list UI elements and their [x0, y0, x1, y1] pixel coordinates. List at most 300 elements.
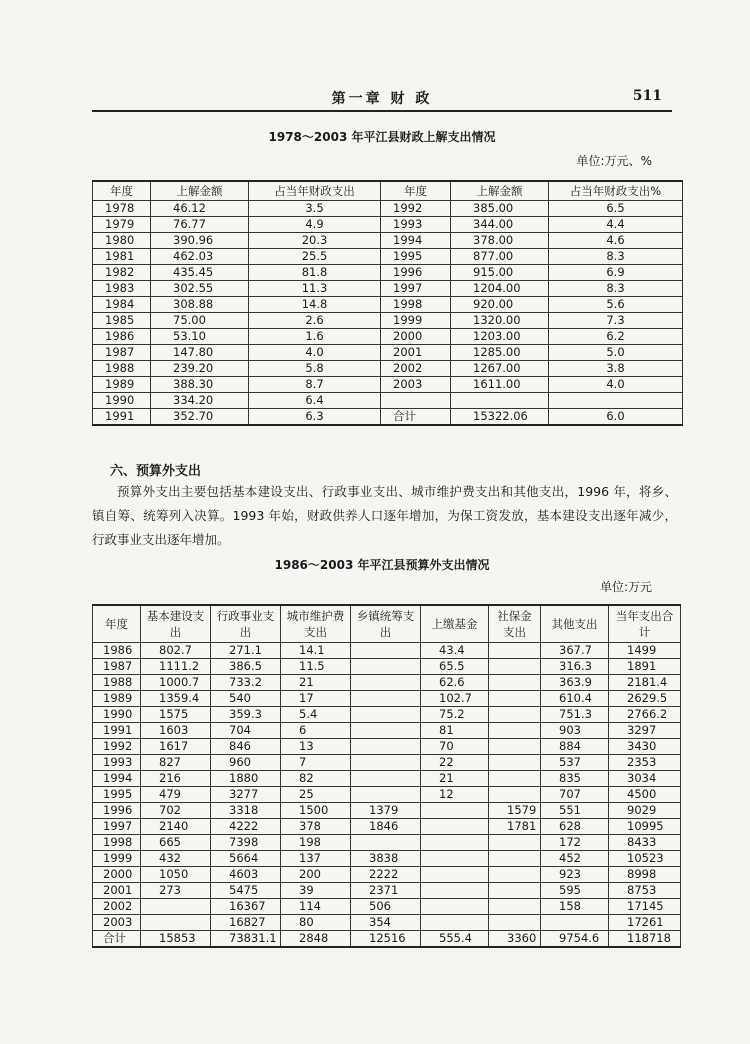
table-cell: 1984: [93, 297, 151, 313]
table-cell: 25: [281, 787, 351, 803]
table-cell: 390.96: [151, 233, 249, 249]
table-cell: 1983: [93, 281, 151, 297]
table-cell: 13: [281, 739, 351, 755]
table-cell: [421, 915, 489, 931]
table-row: [93, 739, 681, 755]
table-cell: 2766.2: [609, 707, 681, 723]
column-header: 占当年财政支出%: [549, 181, 683, 201]
table-cell: [351, 787, 421, 803]
table-cell: [489, 787, 541, 803]
table-cell: 2003: [381, 377, 451, 393]
table-cell: 1575: [141, 707, 211, 723]
table-row: [93, 313, 683, 329]
table-cell: 75.00: [151, 313, 249, 329]
section-heading: 六、预算外支出: [110, 464, 202, 479]
table-cell: 81.8: [249, 265, 381, 281]
table-cell: 733.2: [211, 675, 281, 691]
table-row: [93, 867, 681, 883]
table-row: [93, 675, 681, 691]
table-cell: 8.3: [549, 281, 683, 297]
table-cell: 6.3: [249, 409, 381, 426]
table-cell: [351, 659, 421, 675]
table-cell: 367.7: [541, 643, 609, 659]
table-cell: 923: [541, 867, 609, 883]
table-cell: 239.20: [151, 361, 249, 377]
table-cell: [541, 915, 609, 931]
table-cell: 704: [211, 723, 281, 739]
table-cell: 1980: [93, 233, 151, 249]
table-cell: 1979: [93, 217, 151, 233]
table-cell: 707: [541, 787, 609, 803]
table-cell: 9754.6: [541, 931, 609, 948]
table-cell: 1996: [381, 265, 451, 281]
table-row: [93, 233, 683, 249]
table-cell: 1992: [93, 739, 141, 755]
table-cell: 1997: [93, 819, 141, 835]
table-cell: 16367: [211, 899, 281, 915]
column-header: 行政事业支出: [211, 605, 281, 643]
table-row: [93, 883, 681, 899]
column-header: 基本建设支出: [141, 605, 211, 643]
table-cell: 46.12: [151, 201, 249, 217]
table-cell: 2000: [93, 867, 141, 883]
table-cell: 158: [541, 899, 609, 915]
table-cell: [421, 851, 489, 867]
table-cell: 6: [281, 723, 351, 739]
table-cell: 378: [281, 819, 351, 835]
table-cell: 1111.2: [141, 659, 211, 675]
table-cell: 540: [211, 691, 281, 707]
table-cell: 1320.00: [451, 313, 549, 329]
table-cell: 5.4: [281, 707, 351, 723]
table-cell: 4.0: [249, 345, 381, 361]
table-cell: [421, 819, 489, 835]
table-cell: 1.6: [249, 329, 381, 345]
table-cell: 308.88: [151, 297, 249, 313]
table-cell: [489, 851, 541, 867]
table-cell: 3430: [609, 739, 681, 755]
column-header: 年度: [93, 181, 151, 201]
table-row: [93, 329, 683, 345]
table-row: [93, 281, 683, 297]
table-cell: 17145: [609, 899, 681, 915]
table-cell: 271.1: [211, 643, 281, 659]
table-cell: [351, 675, 421, 691]
table-cell: 14.8: [249, 297, 381, 313]
table-cell: 4500: [609, 787, 681, 803]
table-cell: 1993: [381, 217, 451, 233]
table-cell: 506: [351, 899, 421, 915]
table-cell: 3.8: [549, 361, 683, 377]
table-cell: 6.2: [549, 329, 683, 345]
table-cell: 1987: [93, 659, 141, 675]
table-row: [93, 643, 681, 659]
table-cell: [381, 393, 451, 409]
table-cell: 354: [351, 915, 421, 931]
table-cell: 915.00: [451, 265, 549, 281]
table-cell: 835: [541, 771, 609, 787]
table-cell: 344.00: [451, 217, 549, 233]
table-cell: 1359.4: [141, 691, 211, 707]
table-cell: 2629.5: [609, 691, 681, 707]
table-cell: 3297: [609, 723, 681, 739]
table-cell: 15853: [141, 931, 211, 948]
table-cell: [421, 835, 489, 851]
table-cell: 9029: [609, 803, 681, 819]
table-row: [93, 361, 683, 377]
table-cell: 200: [281, 867, 351, 883]
table-cell: 1994: [93, 771, 141, 787]
table-row: [93, 931, 681, 948]
table-cell: 1285.00: [451, 345, 549, 361]
table-cell: [351, 691, 421, 707]
table-cell: [351, 643, 421, 659]
table-row: [93, 249, 683, 265]
table-cell: [421, 899, 489, 915]
table-cell: 3034: [609, 771, 681, 787]
table-cell: 1995: [93, 787, 141, 803]
table-cell: [351, 771, 421, 787]
table-cell: 1986: [93, 329, 151, 345]
table-cell: 628: [541, 819, 609, 835]
table-cell: [451, 393, 549, 409]
table-cell: 1998: [93, 835, 141, 851]
table-cell: 1579: [489, 803, 541, 819]
table-row: [93, 201, 683, 217]
table-cell: 2140: [141, 819, 211, 835]
table-cell: 172: [541, 835, 609, 851]
table-row: [93, 899, 681, 915]
table-row: [93, 659, 681, 675]
table-cell: [489, 723, 541, 739]
table-cell: 2003: [93, 915, 141, 931]
table-cell: [489, 643, 541, 659]
table-cell: 11.5: [281, 659, 351, 675]
table-cell: 合计: [93, 931, 141, 948]
table-cell: 1203.00: [451, 329, 549, 345]
table-cell: 551: [541, 803, 609, 819]
table-cell: 10995: [609, 819, 681, 835]
column-header: 年度: [381, 181, 451, 201]
table-cell: [489, 675, 541, 691]
table-cell: 2848: [281, 931, 351, 948]
column-header: 社保金支出: [489, 605, 541, 643]
table-cell: 21: [281, 675, 351, 691]
table2-title: 1986～2003 年平江县预算外支出情况: [274, 558, 490, 572]
table-cell: 2002: [381, 361, 451, 377]
table-cell: 1988: [93, 675, 141, 691]
table-header-row: [93, 181, 683, 201]
table-cell: 1989: [93, 377, 151, 393]
table-cell: 65.5: [421, 659, 489, 675]
table-cell: 7398: [211, 835, 281, 851]
table-cell: 1996: [93, 803, 141, 819]
table-row: [93, 819, 681, 835]
table-cell: 2.6: [249, 313, 381, 329]
table-cell: 53.10: [151, 329, 249, 345]
table-cell: 802.7: [141, 643, 211, 659]
table-cell: 82: [281, 771, 351, 787]
table-cell: 3838: [351, 851, 421, 867]
table-cell: [489, 835, 541, 851]
table-cell: [489, 771, 541, 787]
table-cell: 147.80: [151, 345, 249, 361]
table-cell: 4222: [211, 819, 281, 835]
table-cell: 359.3: [211, 707, 281, 723]
table-row: [93, 393, 683, 409]
table-cell: 3.5: [249, 201, 381, 217]
table-cell: 198: [281, 835, 351, 851]
table-cell: 43.4: [421, 643, 489, 659]
table-cell: 920.00: [451, 297, 549, 313]
table-cell: [141, 915, 211, 931]
column-header: 上缴基金: [421, 605, 489, 643]
table-cell: 17261: [609, 915, 681, 931]
table-cell: [351, 739, 421, 755]
column-header: 上解金额: [451, 181, 549, 201]
table-cell: [489, 739, 541, 755]
table-cell: 1985: [93, 313, 151, 329]
table-cell: [351, 835, 421, 851]
running-header: [92, 88, 672, 112]
table-cell: 1991: [93, 409, 151, 426]
table-cell: 2001: [381, 345, 451, 361]
table-row: [93, 771, 681, 787]
table-row: [93, 409, 683, 426]
table-cell: 17: [281, 691, 351, 707]
table-row: [93, 723, 681, 739]
table-cell: [489, 755, 541, 771]
table-header-row: [93, 605, 681, 643]
table-cell: [549, 393, 683, 409]
table-cell: 363.9: [541, 675, 609, 691]
table-cell: 7.3: [549, 313, 683, 329]
column-header: 占当年财政支出: [249, 181, 381, 201]
table-cell: 5.6: [549, 297, 683, 313]
table-cell: [489, 867, 541, 883]
table-cell: 2002: [93, 899, 141, 915]
table-cell: 2371: [351, 883, 421, 899]
table-cell: 2222: [351, 867, 421, 883]
table-cell: 1880: [211, 771, 281, 787]
table-cell: 1611.00: [451, 377, 549, 393]
table-cell: 6.5: [549, 201, 683, 217]
table-cell: 1995: [381, 249, 451, 265]
table-row: [93, 297, 683, 313]
column-header: 其他支出: [541, 605, 609, 643]
table-cell: 877.00: [451, 249, 549, 265]
table-cell: 273: [141, 883, 211, 899]
table-cell: 118718: [609, 931, 681, 948]
table-cell: [421, 803, 489, 819]
table-cell: 1986: [93, 643, 141, 659]
table-cell: 73831.1: [211, 931, 281, 948]
table-cell: 1499: [609, 643, 681, 659]
table-row: [93, 915, 681, 931]
extra-budget-table: [92, 604, 681, 948]
chapter-title: 第一章 财 政: [331, 91, 433, 107]
table-cell: 合计: [381, 409, 451, 426]
table-cell: 76.77: [151, 217, 249, 233]
table-cell: 137: [281, 851, 351, 867]
table-row: [93, 691, 681, 707]
column-header: 乡镇统筹支出: [351, 605, 421, 643]
table-cell: [489, 707, 541, 723]
table-cell: 1379: [351, 803, 421, 819]
table-cell: 2001: [93, 883, 141, 899]
table-cell: 5.0: [549, 345, 683, 361]
table-cell: 7: [281, 755, 351, 771]
table-cell: 12516: [351, 931, 421, 948]
table-cell: [489, 899, 541, 915]
column-header: 城市维护费支出: [281, 605, 351, 643]
table-cell: 1978: [93, 201, 151, 217]
table-cell: 960: [211, 755, 281, 771]
table-cell: 1982: [93, 265, 151, 281]
table-cell: 8.3: [549, 249, 683, 265]
table-cell: 3318: [211, 803, 281, 819]
table-cell: 62.6: [421, 675, 489, 691]
table-cell: 432: [141, 851, 211, 867]
table-cell: 1500: [281, 803, 351, 819]
table-row: [93, 851, 681, 867]
table-cell: 22: [421, 755, 489, 771]
table-cell: [489, 883, 541, 899]
column-header: 上解金额: [151, 181, 249, 201]
table-cell: 2181.4: [609, 675, 681, 691]
table-cell: 665: [141, 835, 211, 851]
table-row: [93, 707, 681, 723]
table-cell: 1999: [93, 851, 141, 867]
table-cell: 12: [421, 787, 489, 803]
table-cell: 216: [141, 771, 211, 787]
table-cell: 702: [141, 803, 211, 819]
table-cell: 8753: [609, 883, 681, 899]
table-row: [93, 755, 681, 771]
table-cell: 1204.00: [451, 281, 549, 297]
table-cell: 75.2: [421, 707, 489, 723]
table-cell: 11.3: [249, 281, 381, 297]
section-paragraph: 预算外支出主要包括基本建设支出、行政事业支出、城市维护费支出和其他支出，1996 年，将乡、镇自筹、统筹列入决算。1993 年始，财政供养人口逐年增加，为保工资发放，基本建设支出逐年减少，行政事业支出逐年增加。: [92, 484, 677, 547]
table-cell: [351, 755, 421, 771]
table-cell: 8.7: [249, 377, 381, 393]
table-cell: 462.03: [151, 249, 249, 265]
table-cell: 4.6: [549, 233, 683, 249]
table-cell: 1997: [381, 281, 451, 297]
table-cell: 479: [141, 787, 211, 803]
table-cell: 5475: [211, 883, 281, 899]
table-row: [93, 265, 683, 281]
page-number: 511: [632, 88, 662, 104]
table-cell: 1267.00: [451, 361, 549, 377]
table1-title: 1978～2003 年平江县财政上解支出情况: [268, 130, 496, 144]
table-cell: 3360: [489, 931, 541, 948]
table-cell: 114: [281, 899, 351, 915]
table-row: [93, 835, 681, 851]
table-cell: 385.00: [451, 201, 549, 217]
table-cell: 20.3: [249, 233, 381, 249]
table1-unit: 单位:万元、%: [576, 154, 652, 168]
table-row: [93, 345, 683, 361]
table-cell: 6.9: [549, 265, 683, 281]
table-cell: 15322.06: [451, 409, 549, 426]
table-cell: 595: [541, 883, 609, 899]
table-cell: 388.30: [151, 377, 249, 393]
table-cell: 846: [211, 739, 281, 755]
column-header: 当年支出合计: [609, 605, 681, 643]
table-cell: 610.4: [541, 691, 609, 707]
table-cell: 903: [541, 723, 609, 739]
table-row: [93, 787, 681, 803]
table-cell: 8433: [609, 835, 681, 851]
table-cell: [351, 723, 421, 739]
table-cell: [421, 883, 489, 899]
table-cell: 4.9: [249, 217, 381, 233]
table-cell: 884: [541, 739, 609, 755]
table-cell: 537: [541, 755, 609, 771]
table-cell: 1617: [141, 739, 211, 755]
table-row: [93, 217, 683, 233]
table-cell: 5664: [211, 851, 281, 867]
table-cell: 378.00: [451, 233, 549, 249]
table-cell: 1988: [93, 361, 151, 377]
table-cell: 386.5: [211, 659, 281, 675]
table-cell: 70: [421, 739, 489, 755]
table-cell: 1891: [609, 659, 681, 675]
table-cell: 352.70: [151, 409, 249, 426]
table-cell: 6.0: [549, 409, 683, 426]
table-cell: 334.20: [151, 393, 249, 409]
table-cell: 6.4: [249, 393, 381, 409]
table-cell: 452: [541, 851, 609, 867]
table-cell: 1050: [141, 867, 211, 883]
table-cell: 80: [281, 915, 351, 931]
table-cell: [489, 691, 541, 707]
table-cell: 1999: [381, 313, 451, 329]
table-cell: 1990: [93, 707, 141, 723]
table-cell: 102.7: [421, 691, 489, 707]
table-cell: 555.4: [421, 931, 489, 948]
remittance-table: [92, 180, 683, 426]
table-cell: 2000: [381, 329, 451, 345]
table-cell: 1998: [381, 297, 451, 313]
table-cell: 5.8: [249, 361, 381, 377]
table-cell: 827: [141, 755, 211, 771]
table-cell: 25.5: [249, 249, 381, 265]
table2-unit: 单位:万元: [599, 580, 652, 594]
table-cell: 39: [281, 883, 351, 899]
table-cell: 751.3: [541, 707, 609, 723]
table-cell: 4.0: [549, 377, 683, 393]
table-cell: 1994: [381, 233, 451, 249]
table-cell: 81: [421, 723, 489, 739]
table-cell: 1846: [351, 819, 421, 835]
table-cell: [489, 659, 541, 675]
table-cell: 1991: [93, 723, 141, 739]
table-cell: 1603: [141, 723, 211, 739]
table-row: [93, 377, 683, 393]
table-cell: 302.55: [151, 281, 249, 297]
table-cell: 2353: [609, 755, 681, 771]
table-cell: 14.1: [281, 643, 351, 659]
table-cell: 1993: [93, 755, 141, 771]
table-cell: 1990: [93, 393, 151, 409]
table-cell: 4.4: [549, 217, 683, 233]
table-cell: 4603: [211, 867, 281, 883]
table-cell: 316.3: [541, 659, 609, 675]
table-cell: 1781: [489, 819, 541, 835]
table-cell: 3277: [211, 787, 281, 803]
